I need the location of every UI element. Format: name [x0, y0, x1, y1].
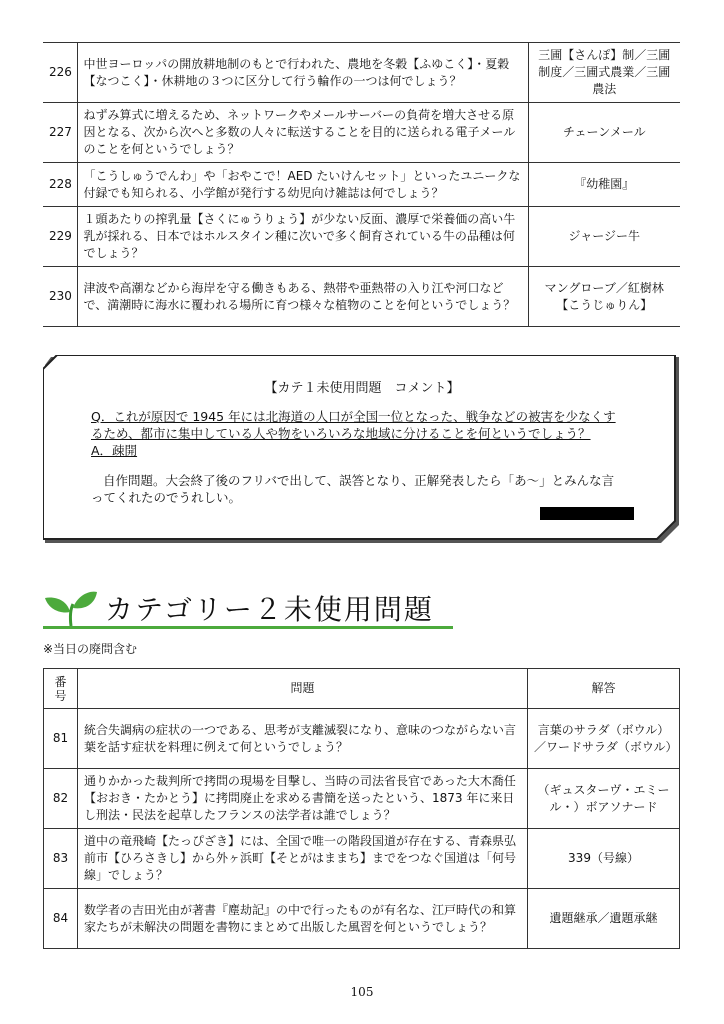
comment-body-line-2: ってくれたのでうれしい。	[91, 490, 242, 505]
question-number: 83	[44, 829, 78, 889]
question-text: 中世ヨーロッパの開放耕地制のもとで行われた、農地を冬穀【ふゆこく】・夏穀【なつこく】・休耕地の３つに区分して行う輪作の一つは何でしょう？	[77, 43, 528, 103]
table-row	[44, 709, 680, 769]
question-table-category1	[43, 42, 680, 327]
category2-underline	[43, 626, 453, 629]
comment-answer: A．疎開	[91, 443, 138, 458]
table-row	[43, 267, 680, 327]
question-text: 道中の竜飛崎【たっぴざき】には、全国で唯一の階段国道が存在する、青森県弘前市【ひろさきし】から外ヶ浜町【そとがはままち】までをつなぐ国道は「何号線」でしょう？	[78, 829, 528, 889]
question-text: 統合失調病の症状の一つである、思考が支離滅裂になり、意味のつながらない言葉を話す症状を料理に例えて何というでしょう？	[78, 709, 528, 769]
answer-text: （ギュスターヴ・エミール・）ボアソナード	[528, 769, 680, 829]
page-number: 105	[350, 985, 374, 999]
question-number: 82	[44, 769, 78, 829]
answer-text: チェーンメール	[528, 103, 680, 163]
comment-title: 【カテ１未使用問題 コメント】	[264, 381, 460, 396]
question-text: １頭あたりの搾乳量【さくにゅうりょう】が少ない反面、濃厚で栄養価の高い牛乳が採れる、日本ではホルスタイン種に次いで多く飼育されている牛の品種は何でしょう？	[77, 207, 528, 267]
category2-note: ※当日の廃問含む	[43, 642, 138, 656]
comment-body-line-1: 自作問題。大会終了後のフリバで出して、誤答となり、正解発表したら「あ～」とみんな言	[103, 473, 615, 488]
question-number: 84	[44, 889, 78, 949]
table-row	[44, 829, 680, 889]
answer-text: 339（号線）	[528, 829, 680, 889]
header-number: 番号	[44, 669, 78, 709]
question-table-category2	[43, 668, 680, 949]
question-number: 229	[43, 207, 77, 267]
category2-title: カテゴリー２未使用問題	[105, 593, 434, 626]
comment-question-line-1: Q．これが原因で 1945 年には北海道の人口が全国一位となった、戦争などの被害を少なくす	[91, 409, 616, 424]
comment-box	[43, 355, 681, 545]
answer-text: マングローブ／紅樹林【こうじゅりん】	[528, 267, 680, 327]
question-number: 227	[43, 103, 77, 163]
question-text: 津波や高潮などから海岸を守る働きもある、熱帯や亜熱帯の入り江や河口などで、満潮時に海水に覆われる場所に育つ様々な植物のことを何というでしょう？	[77, 267, 528, 327]
redaction-bar	[540, 507, 634, 520]
table-row	[44, 889, 680, 949]
table-row	[43, 43, 680, 103]
answer-text: ジャージー牛	[528, 207, 680, 267]
header-question: 問題	[78, 669, 528, 709]
category2-header	[43, 588, 463, 634]
sprout-icon	[43, 588, 99, 628]
header-answer: 解答	[528, 669, 680, 709]
question-text: 数学者の吉田光由が著書『塵劫記』の中で行ったものが有名な、江戸時代の和算家たちが未解決の問題を書物にまとめて出版した風習を何というでしょう？	[78, 889, 528, 949]
table-row	[43, 207, 680, 267]
answer-text: 三圃【さんぽ】制／三圃制度／三圃式農業／三圃農法	[528, 43, 680, 103]
question-number: 81	[44, 709, 78, 769]
question-number: 228	[43, 163, 77, 207]
comment-question-line-2: るため、都市に集中している人や物をいろいろな地域に分けることを何というでしょう？	[91, 426, 591, 441]
question-number: 226	[43, 43, 77, 103]
question-number: 230	[43, 267, 77, 327]
table-row	[43, 163, 680, 207]
question-text: 通りかかった裁判所で拷問の現場を目撃し、当時の司法省長官であった大木喬任【おおき・たかとう】に拷問廃止を求める書簡を送ったという、1873 年に来日し刑法・民法を起草したフランスの法学者は誰でしょう？	[78, 769, 528, 829]
question-text: 「こうしゅうでんわ」や「おやこで！AED たいけんセット」といったユニークな付録でも知られる、小学館が発行する幼児向け雑誌は何でしょう？	[77, 163, 528, 207]
answer-text: 言葉のサラダ（ボウル）／ワードサラダ（ボウル）	[528, 709, 680, 769]
table-header-row	[44, 669, 680, 709]
answer-text: 『幼稚園』	[528, 163, 680, 207]
table-row	[44, 769, 680, 829]
question-text: ねずみ算式に増えるため、ネットワークやメールサーバーの負荷を増大させる原因となる、次から次へと多数の人々に転送することを目的に送られる電子メールのことを何というでしょう？	[77, 103, 528, 163]
table-row	[43, 103, 680, 163]
answer-text: 遺題継承／遺題承継	[528, 889, 680, 949]
